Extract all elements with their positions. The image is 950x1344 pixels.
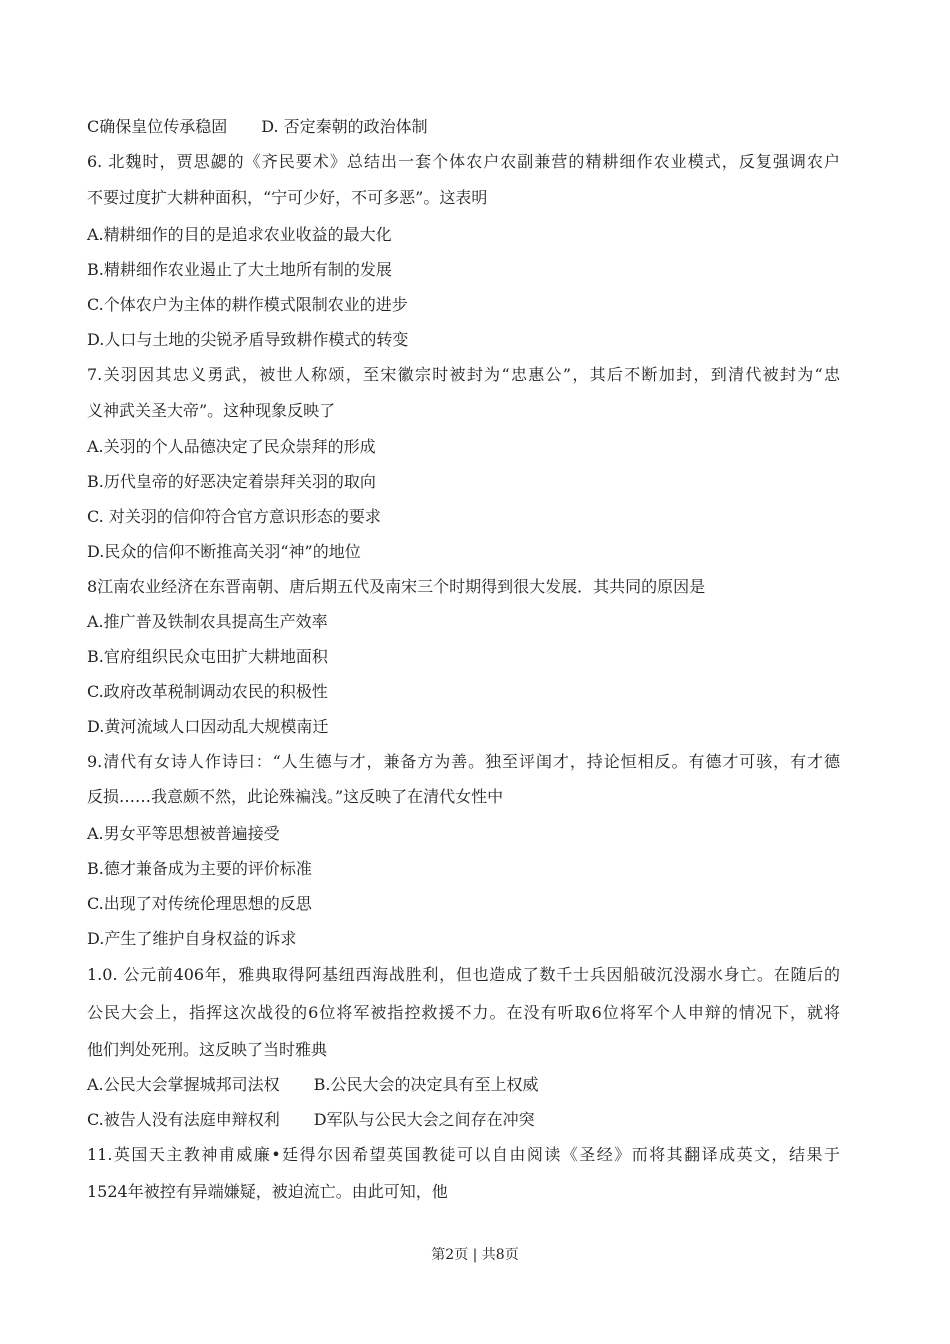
text-line: 他们判处死刑。这反映了当时雅典	[87, 1040, 328, 1059]
text-line: 1.0. 公元前406年，雅典取得阿基纽西海战胜利，但也造成了数千士兵因船破沉没溺水身亡。在随后的	[87, 965, 840, 984]
text-line: C.出现了对传统伦理思想的反思	[87, 894, 312, 913]
text-line: C.政府改革税制调动农民的积极性	[87, 682, 328, 701]
text-line: C.个体农户为主体的耕作模式限制农业的进步	[87, 295, 408, 314]
page-footer: 第2页 | 共8页	[431, 1247, 519, 1263]
text-line: 9.清代有女诗人作诗曰：“人生德与才，兼备方为善。独至评闺才，持论恒相反。有德才可骇，有才德	[87, 752, 840, 771]
option-row	[87, 1075, 539, 1095]
text-line: 不要过度扩大耕种面积，“宁可少好，不可多恶”。这表明	[87, 188, 488, 207]
option-row	[87, 117, 428, 137]
text-line: B.精耕细作农业遏止了大土地所有制的发展	[87, 260, 392, 279]
text-line: 8江南农业经济在东晋南朝、唐后期五代及南宋三个时期得到很大发展．其共同的原因是	[87, 577, 706, 596]
text-line: D.黄河流域人口因动乱大规模南迁	[87, 717, 329, 736]
text-line: A.推广普及铁制农具提高生产效率	[87, 612, 328, 631]
option-text: D. 否定秦朝的政治体制	[261, 117, 428, 136]
text-line: A.男女平等思想被普遍接受	[87, 824, 280, 843]
text-line: 公民大会上，指挥这次战役的6位将军被指控救援不力。在没有听取6位将军个人申辩的情况下，就将	[87, 1003, 840, 1022]
text-line: B.历代皇帝的好恶决定着崇拜关羽的取向	[87, 472, 376, 491]
text-line: 6. 北魏时，贾思勰的《齐民要术》总结出一套个体农户农副兼营的精耕细作农业模式，反复强调农户	[87, 152, 840, 171]
option-text: A.公民大会掌握城邦司法权	[87, 1075, 280, 1094]
option-text: C.被告人没有法庭申辩权利	[87, 1110, 280, 1129]
text-line: 7.关羽因其忠义勇武，被世人称颂，至宋徽宗时被封为“忠惠公”，其后不断加封，到清代被封为“忠	[87, 365, 840, 384]
option-text: D军队与公民大会之间存在冲突	[313, 1110, 535, 1129]
text-line: B.官府组织民众屯田扩大耕地面积	[87, 647, 328, 666]
text-line: 义神武关圣大帝”。这种现象反映了	[87, 401, 336, 420]
text-line: 反损……我意颇不然，此论殊褊浅。”这反映了在清代女性中	[87, 787, 504, 806]
text-line: 11.英国天主教神甫威廉•廷得尔因希望英国教徒可以自由阅读《圣经》而将其翻译成英文，结果于	[87, 1145, 840, 1164]
text-line: A.关羽的个人品德决定了民众崇拜的形成	[87, 437, 376, 456]
text-line: B.德才兼备成为主要的评价标准	[87, 859, 312, 878]
option-text: B.公民大会的决定具有至上权威	[313, 1075, 539, 1094]
text-line: C. 对关羽的信仰符合官方意识形态的要求	[87, 507, 381, 526]
text-line: A.精耕细作的目的是追求农业收益的最大化	[87, 225, 392, 244]
text-line: D.产生了维护自身权益的诉求	[87, 929, 297, 948]
text-line: D.人口与土地的尖锐矛盾导致耕作模式的转变	[87, 330, 409, 349]
option-text: C确保皇位传承稳固	[87, 117, 228, 136]
option-row	[87, 1110, 535, 1130]
text-line: D.民众的信仰不断推高关羽“神”的地位	[87, 542, 361, 561]
text-line: 1524年被控有异端嫌疑，被迫流亡。由此可知，他	[87, 1182, 448, 1201]
